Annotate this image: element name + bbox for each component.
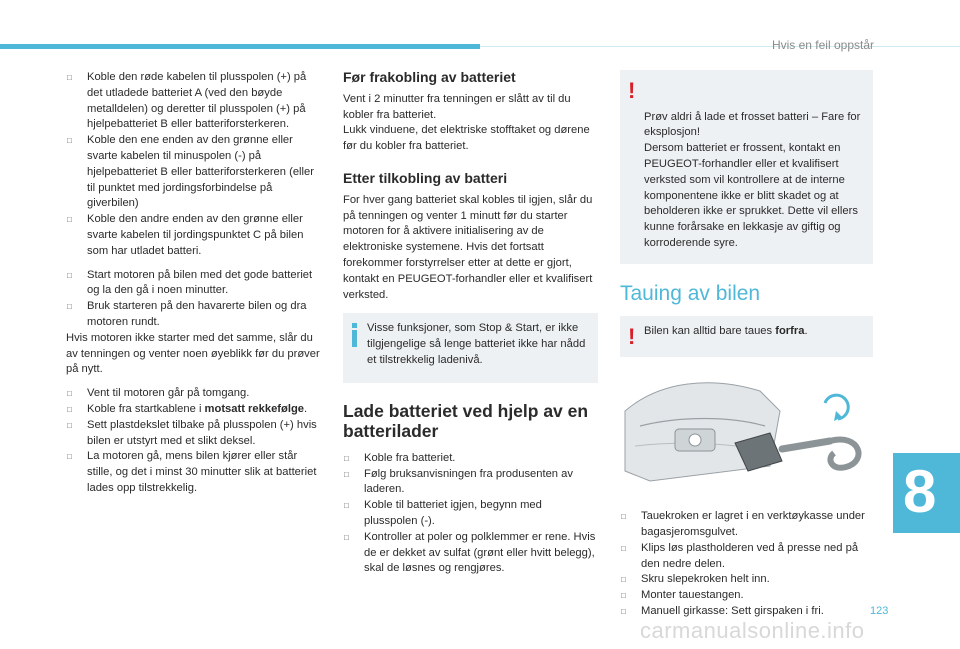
warning-icon: !	[628, 78, 636, 103]
info-box	[343, 313, 598, 382]
page-number: 123	[870, 605, 889, 617]
column-right	[620, 70, 873, 620]
list-item: □ Koble den andre enden av den grønne eller svarte kabelen til jordingspunktet C på bilen som har utladet batteri.	[66, 212, 324, 259]
chapter-title: Hvis en feil oppstår	[771, 38, 874, 52]
warning-text: Prøv aldri å lade et frosset batteri – Fare for eksplosjon! Dersom batteriet er frossent, kontakt en PEUGEOT-forhandler eller et kvalifisert verksted som vil kontrollere at de interne komponentene ikke er blitt skadet og at beholderen ikke er sprukket. Dette vil ellers kunne forårsake en lekkasje av giftig og korroderende syre.	[644, 110, 861, 249]
paragraph: Hvis motoren ikke starter med det samme, slår du av tenningen og venter noen øyeblikk før du prøver på nytt.	[66, 331, 320, 376]
header-rule	[480, 46, 960, 47]
list-item: □ Manuell girkasse: Sett girspaken i fri.	[620, 604, 873, 620]
list-item: □ Klips løs plastholderen ved å presse ned på den nedre delen.	[620, 541, 873, 573]
paragraph: Vent i 2 minutter fra tenningen er slått av til du kobler fra batteriet.	[343, 92, 571, 121]
warning-box: ! Bilen kan alltid bare taues forfra.	[620, 316, 873, 358]
bold-text: motsatt rekkefølge	[204, 402, 305, 415]
list-item: □ Følg bruksanvisningen fra produsenten av laderen.	[343, 467, 598, 499]
list-item: □ Tauekroken er lagret i en verktøykasse under bagasjeromsgulvet.	[620, 509, 873, 541]
list-item: □ Koble til batteriet igjen, begynn med plusspolen (-).	[343, 498, 598, 530]
paragraph: Lukk vinduene, det elektriske stofftaket og dørene før du kobler fra batteriet.	[343, 124, 590, 153]
header-accent-bar	[0, 44, 480, 49]
list-item: □ Bruk starteren på den havarerte bilen og dra motoren rundt.	[66, 299, 324, 331]
list-item: □ Koble den røde kabelen til plusspolen (+) på det utladede batteriet A (ved den bøyde metalldelen) og deretter til plusspolen (+) på hjelpebatteriet B eller batteriforsterkeren.	[66, 70, 324, 133]
section-heading-large: Lade batteriet ved hjelp av en batterilader	[343, 400, 589, 441]
section-title: Tauing av bilen	[620, 281, 761, 305]
info-icon	[348, 323, 361, 347]
list-item: □ Koble fra batteriet.	[343, 451, 598, 467]
tow-hook-illustration	[620, 371, 873, 489]
column-middle	[343, 70, 598, 577]
list-item: □ Start motoren på bilen med det gode batteriet og la den gå i noen minutter.	[66, 268, 324, 300]
paragraph: For hver gang batteriet skal kobles til igjen, slår du på tenningen og venter 1 minutt før du starter motoren for å aktivere initialisering av de elektroniske systemene. Hvis det fortsatt forekommer forstyrrelser etter at dette er gjort, kontakt en PEUGEOT-forhandler eller et kvalifisert verksted.	[343, 193, 593, 301]
list-item: □ Monter tauestangen.	[620, 588, 873, 604]
list-item: □ La motoren gå, mens bilen kjører eller står stille, og det i minst 30 minutter slik at batteriet lades opp tilstrekkelig.	[66, 449, 324, 496]
list-item: □ Koble fra startkablene i motsatt rekkefølge.	[66, 402, 324, 418]
section-heading: Før frakobling av batteriet	[343, 69, 516, 85]
list-item: □ Koble den ene enden av den grønne eller svarte kabelen til minuspolen (-) på hjelpebatteriet B eller batteriforsterkeren (eller til punktet med jordingsforbindelse på giverbilen)	[66, 133, 324, 212]
list-item: □ Kontroller at poler og polklemmer er rene. Hvis de er dekket av sulfat (grønt eller hvitt belegg), skal de løsnes og rengjøres.	[343, 530, 598, 577]
warning-icon: !	[628, 323, 636, 349]
column-left	[66, 70, 324, 497]
list-item: □ Sett plastdekslet tilbake på plusspolen (+) hvis bilen er utstyrt med et slikt deksel.	[66, 418, 324, 450]
watermark: carmanualsonline.info	[640, 618, 865, 643]
info-text: Visse funksjoner, som Stop & Start, er ikke tilgjengelige så lenge batteriet ikke har nådd et tilstrekkelig ladenivå.	[367, 322, 586, 366]
section-heading: Etter tilkobling av batteri	[343, 169, 508, 186]
list-item: □ Skru slepekroken helt inn.	[620, 572, 873, 588]
section-tab	[893, 453, 960, 533]
warning-box	[620, 70, 873, 264]
section-number: 8	[903, 458, 937, 525]
list-item: □ Vent til motoren går på tomgang.	[66, 386, 324, 402]
bold-text: forfra	[775, 324, 805, 337]
